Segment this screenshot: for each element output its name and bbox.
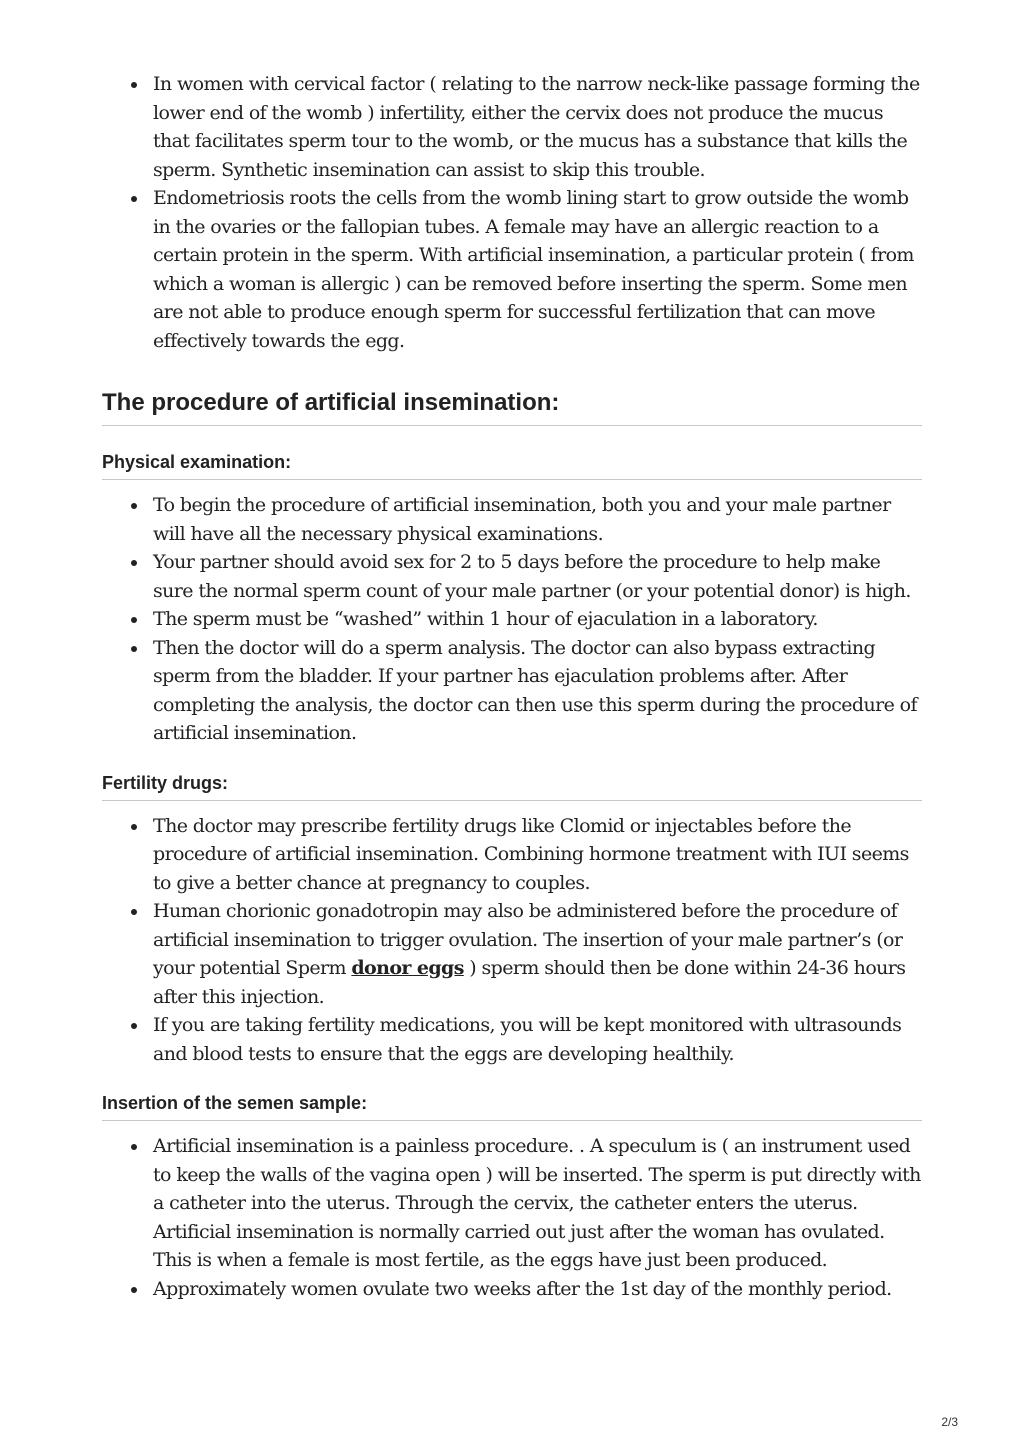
document-body [102,70,922,1303]
subheading-fertility-drugs: Fertility drugs: [102,773,922,801]
subheading-insertion-semen-sample: Insertion of the semen sample: [102,1093,922,1121]
intro-list [102,70,922,355]
list-item: Your partner should avoid sex for 2 to 5 days before the procedure to help make sure the normal sperm count of your male partner (or your potential donor) is high. [102,548,922,605]
subheading-physical-examination: Physical examination: [102,452,922,480]
list-item: In women with cervical factor ( relating to the narrow neck-like passage forming the lower end of the womb ) infertility, either the cervix does not produce the mucus that facilitates sperm tour to the womb, or the mucus has a substance that kills the sperm. Synthetic insemination can assist to skip this trouble. [102,70,922,184]
list-item: Then the doctor will do a sperm analysis. The doctor can also bypass extracting sperm from the bladder. If your partner has ejaculation problems after. After completing the analysis, the doctor can then use this sperm during the procedure of artificial insemination. [102,634,922,748]
list-item: The doctor may prescribe fertility drugs like Clomid or injectables before the procedure of artificial insemination. Combining hormone treatment with IUI seems to give a better chance at pregnancy to couples. [102,812,922,898]
list-item-text: ) sperm should then be done within 24-36 hours after this injection. [153,957,906,1008]
list-item: Approximately women ovulate two weeks after the 1st day of the monthly period. [102,1275,922,1304]
physical-examination-list [102,491,922,748]
list-item: The sperm must be “washed” within 1 hour of ejaculation in a laboratory. [102,605,922,634]
list-item: To begin the procedure of artificial insemination, both you and your male partner will have all the necessary physical examinations. [102,491,922,548]
list-item-text: Human chorionic gonadotropin may also be administered before the procedure of artificial insemination to trigger ovulation. The insertion of your male partner’s (or your potential Sperm [153,900,903,979]
list-item: Endometriosis roots the cells from the womb lining start to grow outside the womb in the ovaries or the fallopian tubes. A female may have an allergic reaction to a certain protein in the sperm. With artificial insemination, a particular protein ( from which a woman is allergic ) can be removed before inserting the sperm. Some men are not able to produce enough sperm for successful fertilization that can move effectively towards the egg. [102,184,922,355]
section-heading-procedure: The procedure of artificial insemination: [102,389,922,426]
list-item [102,897,922,1011]
insertion-list [102,1132,922,1303]
fertility-drugs-list [102,812,922,1069]
list-item: If you are taking fertility medications, you will be kept monitored with ultrasounds and blood tests to ensure that the eggs are developing healthily. [102,1011,922,1068]
page-number: 2/3 [941,1415,958,1429]
donor-eggs-link[interactable]: donor eggs [351,957,464,979]
list-item: Artificial insemination is a painless procedure. . A speculum is ( an instrument used to keep the walls of the vagina open ) will be inserted. The sperm is put directly with a catheter into the uterus. Through the cervix, the catheter enters the uterus. Artificial insemination is normally carried out just after the woman has ovulated. This is when a female is most fertile, as the eggs have just been produced. [102,1132,922,1275]
